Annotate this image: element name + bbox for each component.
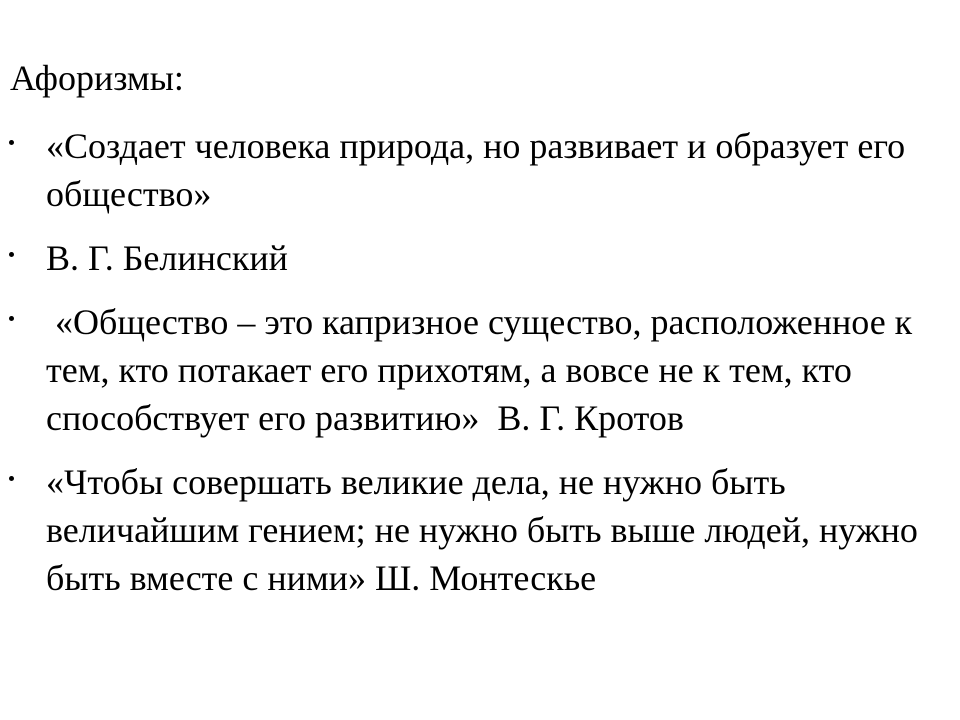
bullet-icon (9, 316, 14, 321)
aphorism-text: «Общество – это капризное существо, расположенное к тем, кто потакает его прихотям, а вовсе не к тем, кто способствует его развитию» В. Г. Кротов (46, 302, 922, 438)
slide-heading: Афоризмы: (10, 58, 184, 98)
list-item (0, 298, 940, 442)
list-item (0, 458, 940, 602)
aphorism-text: «Создает человека природа, но развивает и образует его общество» (46, 126, 906, 214)
list-item (0, 122, 940, 218)
list-item (0, 234, 940, 282)
aphorism-list (0, 122, 940, 618)
bullet-icon (9, 140, 14, 145)
aphorism-text: «Чтобы совершать великие дела, не нужно быть величайшим гением; не нужно быть выше людей, нужно быть вместе с ними» Ш. Монтескье (46, 462, 918, 598)
bullet-icon (9, 476, 14, 481)
bullet-icon (9, 252, 14, 257)
aphorism-author: В. Г. Белинский (46, 238, 288, 278)
